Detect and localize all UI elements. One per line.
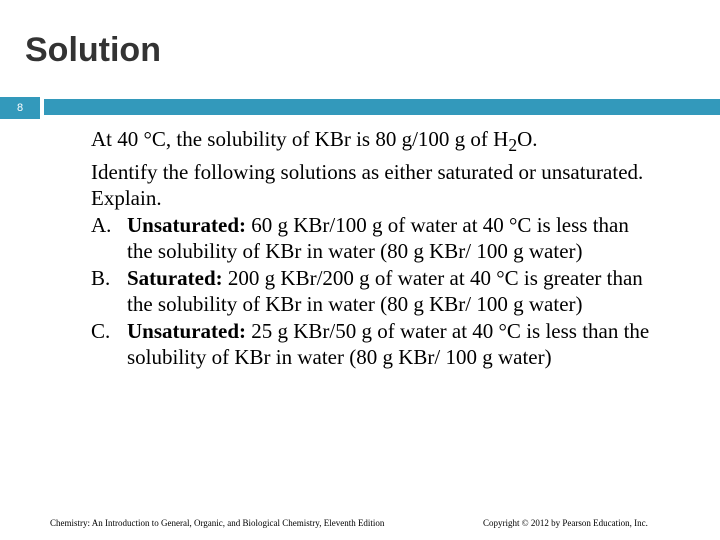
item-answer: Unsaturated: bbox=[127, 318, 246, 343]
item-letter: A. bbox=[91, 212, 112, 237]
slide-body bbox=[91, 126, 651, 371]
accent-bar bbox=[44, 99, 720, 115]
item-answer: Saturated: bbox=[127, 265, 223, 290]
intro-text-end: O. bbox=[517, 127, 538, 151]
intro-text: At 40 °C, the solubility of KBr is 80 g/100 g of H bbox=[91, 127, 509, 151]
slide-title: Solution bbox=[25, 31, 161, 69]
answer-item-a bbox=[91, 212, 651, 265]
slide-number: 8 bbox=[0, 97, 40, 119]
footer-book-title: Chemistry: An Introduction to General, Organic, and Biological Chemistry, Eleventh Edition bbox=[50, 518, 385, 528]
intro-subscript: 2 bbox=[508, 135, 518, 156]
answer-item-b bbox=[91, 265, 651, 318]
item-explanation: 60 g KBr/100 g of water at 40 °C is less than the solubility of KBr in water (80 g KBr/ 100 g water) bbox=[127, 212, 629, 264]
item-explanation: 200 g KBr/200 g of water at 40 °C is greater than the solubility of KBr in water (80 g KBr/ 100 g water) bbox=[127, 265, 643, 317]
question-text: Identify the following solutions as either saturated or unsaturated. Explain. bbox=[91, 159, 644, 211]
intro-statement bbox=[91, 126, 651, 159]
title-rule bbox=[0, 97, 720, 119]
item-letter: B. bbox=[91, 265, 111, 290]
answer-item-c bbox=[91, 318, 651, 371]
item-answer: Unsaturated: bbox=[127, 212, 246, 237]
item-letter: C. bbox=[91, 318, 111, 343]
item-explanation: 25 g KBr/50 g of water at 40 °C is less than the solubility of KBr in water (80 g KBr/ 100 g water) bbox=[127, 318, 650, 370]
footer-copyright: Copyright © 2012 by Pearson Education, Inc. bbox=[483, 518, 648, 528]
